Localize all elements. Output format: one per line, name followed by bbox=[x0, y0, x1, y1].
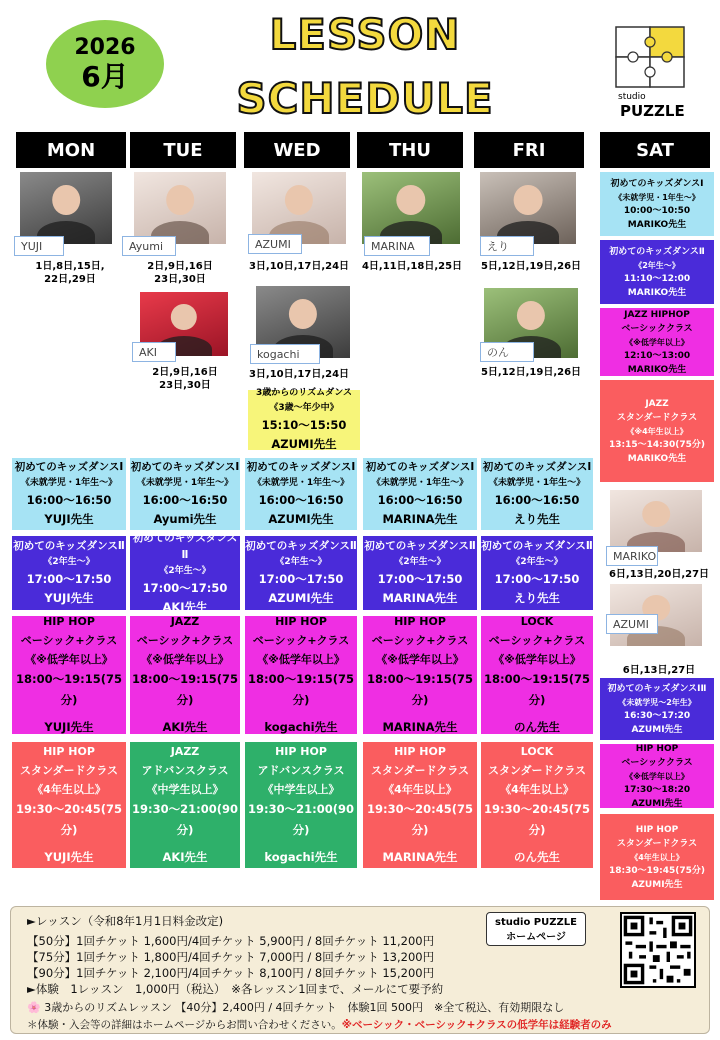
class-kids2-thu: 初めてのキッズダンスⅡ 《2年生～》 17:00～17:50 MARINA先生 bbox=[363, 536, 477, 610]
year: 2026 bbox=[74, 35, 136, 60]
pricing-90min: 【90分】1回チケット 2,100円/4回チケット 8,100円 / 8回チケット 15,200円 bbox=[27, 966, 435, 980]
teacher-name-eri: えり bbox=[480, 236, 534, 256]
qr-code-icon[interactable] bbox=[620, 912, 696, 988]
day-header-sat: SAT bbox=[600, 132, 710, 168]
class-sat-jazz-standard: JAZZ スタンダードクラス 《※4年生以上》 13:15～14:30(75分) MARIKO先生 bbox=[600, 380, 714, 482]
day-header-wed: WED bbox=[244, 132, 350, 168]
teacher-dates-marina: 4日,11日,18日,25日 bbox=[361, 261, 463, 272]
teacher-dates-yuji: 1日,8日,15日, 22日,29日 bbox=[35, 261, 105, 285]
class-kids1-thu: 初めてのキッズダンスⅠ 《未就学児・1年生～》 16:00～16:50 MARINA先生 bbox=[363, 458, 477, 530]
class-kids1-tue: 初めてのキッズダンスⅠ 《未就学児・1年生～》 16:00～16:50 Ayumi先生 bbox=[130, 458, 240, 530]
class-sat-kids2: 初めてのキッズダンスⅡ 《2年生～》 11:10～12:00 MARIKO先生 bbox=[600, 240, 714, 304]
pricing-footer bbox=[10, 906, 710, 1034]
logo-name: PUZZLE bbox=[620, 102, 685, 120]
class-kids2-mon: 初めてのキッズダンスⅡ 《2年生～》 17:00～17:50 YUJI先生 bbox=[12, 536, 126, 610]
class-kids2-tue: 初めてのキッズダンスⅡ 《2年生～》 17:00～17:50 AKI先生 bbox=[130, 536, 240, 610]
teacher-dates-azumi-wed: 3日,10日,17日,24日 bbox=[248, 261, 350, 272]
teacher-name-kogachi: kogachi bbox=[250, 344, 320, 364]
teacher-photo-ayumi bbox=[134, 172, 226, 244]
homepage-button[interactable]: studio PUZZLE ホームページ bbox=[486, 912, 586, 946]
month: 6月 bbox=[81, 60, 129, 93]
teacher-dates-kogachi: 3日,10日,17日,24日 bbox=[248, 369, 350, 380]
teacher-dates-eri: 5日,12日,19日,26日 bbox=[480, 261, 582, 272]
teacher-name-mariko: MARIKO bbox=[606, 546, 658, 566]
class-basic-thu: HIP HOP ベーシック+クラス 《※低学年以上》 18:00～19:15(75分) MARINA先生 bbox=[363, 616, 477, 734]
title-lesson: LESSON bbox=[269, 10, 461, 59]
day-header-thu: THU bbox=[357, 132, 463, 168]
class-kids2-wed: 初めてのキッズダンスⅡ 《2年生～》 17:00～17:50 AZUMI先生 bbox=[245, 536, 357, 610]
logo-small-text: studio bbox=[618, 92, 646, 102]
day-header-mon: MON bbox=[16, 132, 126, 168]
teacher-name-yuji: YUJI bbox=[14, 236, 64, 256]
teacher-photo-marina bbox=[362, 172, 460, 244]
class-sat-hiphop-basic: HIP HOP ベーシッククラス 《※低学年以上》 17:30～18:20 AZUMI先生 bbox=[600, 744, 714, 808]
class-sat-kids1: 初めてのキッズダンスⅠ 《未就学児・1年生～》 10:00～10:50 MARIKO先生 bbox=[600, 172, 714, 236]
class-sat-jazzhiphop: JAZZ HIPHOP ベーシッククラス 《※低学年以上》 12:10～13:00 MARIKO先生 bbox=[600, 308, 714, 376]
teacher-dates-non: 5日,12日,19日,26日 bbox=[480, 367, 582, 378]
class-kids2-fri: 初めてのキッズダンスⅡ 《2年生～》 17:00～17:50 えり先生 bbox=[481, 536, 593, 610]
title-schedule: SCHEDULE bbox=[236, 74, 494, 123]
pricing-75min: 【75分】1回チケット 1,800円/4回チケット 7,000円 / 8回チケット 13,200円 bbox=[27, 950, 435, 964]
class-basic-fri: LOCK ベーシック+クラス 《※低学年以上》 18:00～19:15(75分) のん先生 bbox=[481, 616, 593, 734]
class-basic-wed: HIP HOP ベーシック+クラス 《※低学年以上》 18:00～19:15(75分) kogachi先生 bbox=[245, 616, 357, 734]
pricing-50min: 【50分】1回チケット 1,600円/4回チケット 5,900円 / 8回チケット 11,200円 bbox=[27, 934, 435, 948]
teacher-photo-yuji bbox=[20, 172, 112, 244]
day-header-fri: FRI bbox=[474, 132, 584, 168]
class-advanced-fri: LOCK スタンダードクラス 《4年生以上》 19:30～20:45(75分) のん先生 bbox=[481, 742, 593, 868]
class-advanced-tue: JAZZ アドバンスクラス 《中学生以上》 19:30～21:00(90分) AKI先生 bbox=[130, 742, 240, 868]
class-rhythm-wed: 3歳からのリズムダンス 《3歳～年少中》 15:10～15:50 AZUMI先生 bbox=[248, 390, 360, 450]
teacher-name-ayumi: Ayumi bbox=[122, 236, 176, 256]
teacher-name-aki: AKI bbox=[132, 342, 176, 362]
teacher-photo-eri bbox=[480, 172, 576, 244]
teacher-dates-aki: 2日,9日,16日 23日,30日 bbox=[152, 367, 218, 391]
teacher-name-marina: MARINA bbox=[364, 236, 430, 256]
class-basic-tue: JAZZ ベーシック+クラス 《※低学年以上》 18:00～19:15(75分) AKI先生 bbox=[130, 616, 240, 734]
class-advanced-mon: HIP HOP スタンダードクラス 《4年生以上》 19:30～20:45(75分) YUJI先生 bbox=[12, 742, 126, 868]
class-basic-mon: HIP HOP ベーシック+クラス 《※低学年以上》 18:00～19:15(75分) YUJI先生 bbox=[12, 616, 126, 734]
day-header-tue: TUE bbox=[130, 132, 236, 168]
teacher-dates-azumi-sat: 6日,13日,27日 bbox=[622, 665, 696, 676]
footer-note: ＊体験・入会等の詳細はホームページからお問い合わせください。※ベーシック・ベーシック+クラスの低学年は経験者のみ bbox=[27, 1019, 612, 1031]
year-month-badge bbox=[46, 20, 164, 108]
rhythm-pricing: 🌸 3歳からのリズムレッスン 【40分】2,400円 / 4回チケット 体験1回 500円 ※全て税込、有効期限なし bbox=[27, 1001, 565, 1014]
class-kids1-wed: 初めてのキッズダンスⅠ 《未就学児・1年生～》 16:00～16:50 AZUMI先生 bbox=[245, 458, 357, 530]
class-kids1-mon: 初めてのキッズダンスⅠ 《未就学児・1年生～》 16:00～16:50 YUJI先生 bbox=[12, 458, 126, 530]
class-advanced-thu: HIP HOP スタンダードクラス 《4年生以上》 19:30～20:45(75分) MARINA先生 bbox=[363, 742, 477, 868]
teacher-name-azumi-sat: AZUMI bbox=[606, 614, 658, 634]
class-sat-hiphop-standard: HIP HOP スタンダードクラス 《4年生以上》 18:30～19:45(75分) AZUMI先生 bbox=[600, 814, 714, 900]
teacher-name-non: のん bbox=[480, 342, 534, 362]
teacher-dates-mariko: 6日,13日,20日,27日 bbox=[608, 569, 710, 580]
teacher-name-azumi-wed: AZUMI bbox=[248, 234, 302, 254]
trial-info: ►体験 1レッスン 1,000円（税込） ※各レッスン1回まで、メールにて要予約 bbox=[27, 982, 444, 996]
class-kids1-fri: 初めてのキッズダンスⅠ 《未就学児・1年生～》 16:00～16:50 えり先生 bbox=[481, 458, 593, 530]
class-advanced-wed: HIP HOP アドバンスクラス 《中学生以上》 19:30～21:00(90分) kogachi先生 bbox=[245, 742, 357, 868]
class-sat-kids12: 初めてのキッズダンスⅠⅡ 《未就学児～2年生》 16:30～17:20 AZUMI先生 bbox=[600, 678, 714, 740]
pricing-heading: ►レッスン（令和8年1月1日料金改定) bbox=[27, 914, 224, 928]
teacher-dates-ayumi: 2日,9日,16日 23日,30日 bbox=[147, 261, 213, 285]
teacher-photo-mariko bbox=[610, 490, 702, 552]
